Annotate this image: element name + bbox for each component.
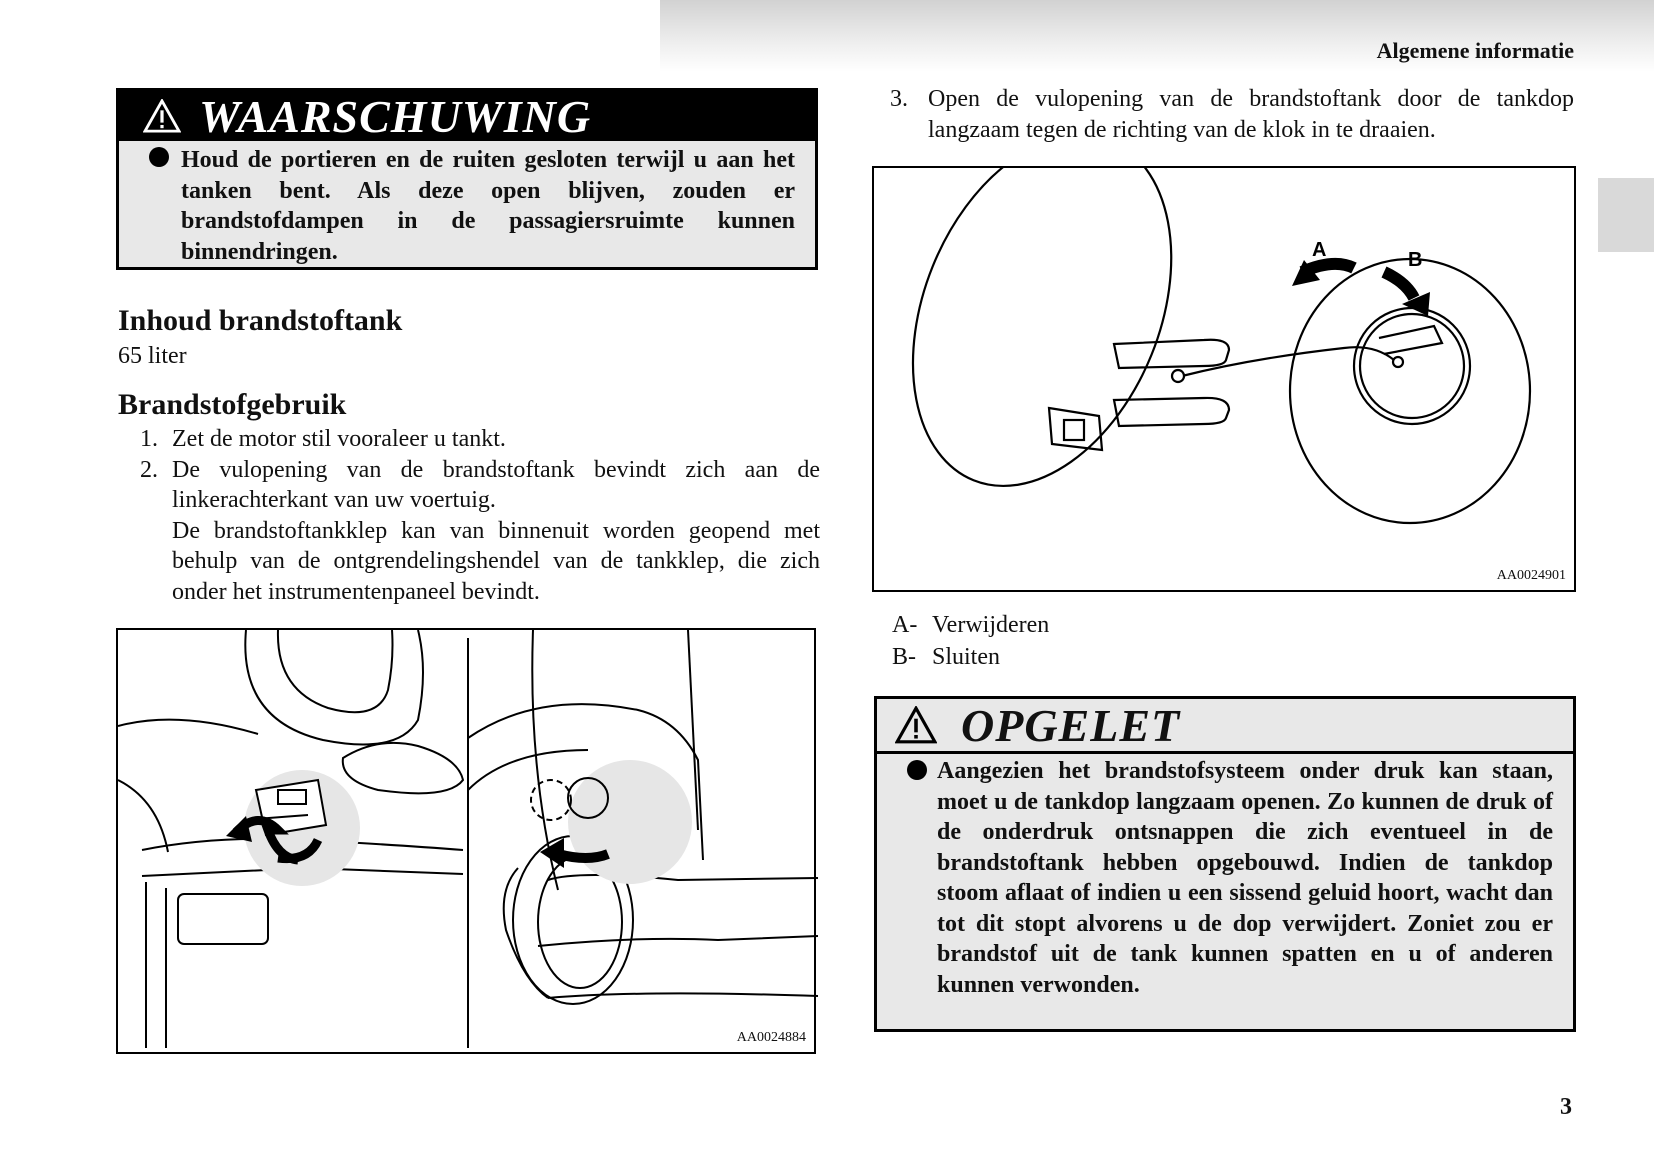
caution-title: OPGELET	[961, 699, 1181, 751]
legend-item-a	[892, 612, 1049, 639]
figure-fuel-door-release	[116, 628, 816, 1054]
step-text: De vulopening van de brandstoftank bevindt zich aan de linkerachterkant van uw voertuig.	[172, 456, 820, 513]
legend-label: Sluiten	[932, 644, 1001, 670]
bullet-icon	[907, 760, 927, 780]
warning-triangle-icon	[143, 99, 181, 133]
warning-text-block	[119, 141, 815, 267]
caution-text-block	[877, 754, 1573, 1000]
label-b: B	[1408, 249, 1423, 271]
usage-steps	[140, 424, 820, 607]
capacity-value: 65 liter	[118, 343, 187, 369]
section-tab-marker	[1598, 178, 1654, 252]
caution-triangle-icon	[895, 706, 937, 744]
warning-header	[119, 91, 815, 141]
step-2-extra-text: De brandstoftankklep kan van binnenuit worden geopend met behulp van de ontgrendelingshendel van de tankklep, die zich onder het instrumentenpaneel bevindt.	[172, 517, 820, 605]
step-3	[890, 84, 1574, 145]
section-title: Algemene informatie	[1376, 38, 1574, 63]
capacity-heading: Inhoud brandstoftank	[118, 304, 403, 337]
warning-box	[116, 88, 818, 270]
figure-fuel-cap	[872, 166, 1576, 592]
list-item	[140, 424, 820, 455]
figure-code: AA0024884	[736, 1030, 806, 1045]
label-a: A	[1312, 239, 1327, 261]
fuel-door-illustration	[118, 630, 818, 1056]
warning-title: WAARSCHUWING	[199, 90, 592, 142]
warning-text: Houd de portieren en de ruiten gesloten terwijl u aan het tanken bent. Als deze open blijven, zouden er brandstofdampen in de passagiersruimte kunnen binnendringen.	[181, 147, 795, 265]
page-number: 3	[1560, 1094, 1572, 1120]
legend-key: B-	[892, 644, 916, 670]
legend-item-b	[892, 644, 1000, 671]
step-number: 2.	[140, 456, 158, 483]
figure-code: AA0024901	[1496, 568, 1566, 583]
step-number: 3.	[890, 86, 908, 112]
step-text: Zet de motor stil vooraleer u tankt.	[172, 426, 506, 452]
caution-header	[877, 699, 1573, 754]
bullet-icon	[149, 147, 169, 167]
step-text: Open de vulopening van de brandstoftank door de tankdop langzaam tegen de richting van de klok in te draaien.	[928, 86, 1574, 143]
usage-heading: Brandstofgebruik	[118, 388, 347, 421]
caution-text: Aangezien het brandstofsysteem onder druk kan staan, moet u de tankdop langzaam openen. Zo kunnen de druk of de onderdruk ontsnappen die zich eventueel in de brandstoftank hebben opgebouwd. Indien de tankdop stoom aflaat of indien u een sissend geluid hoort, wacht dan tot dit stopt alvorens u de dop verwijdert. Zoniet zou er brandstof uit de tank kunnen spatten en u of anderen kunnen verwonden.	[937, 758, 1553, 998]
caution-box	[874, 696, 1576, 1032]
legend-key: A-	[892, 612, 918, 638]
list-item	[890, 84, 1574, 145]
list-item	[140, 455, 820, 516]
legend-label: Verwijderen	[932, 612, 1050, 638]
fuel-cap-illustration	[874, 168, 1578, 594]
step-number: 1.	[140, 426, 158, 452]
